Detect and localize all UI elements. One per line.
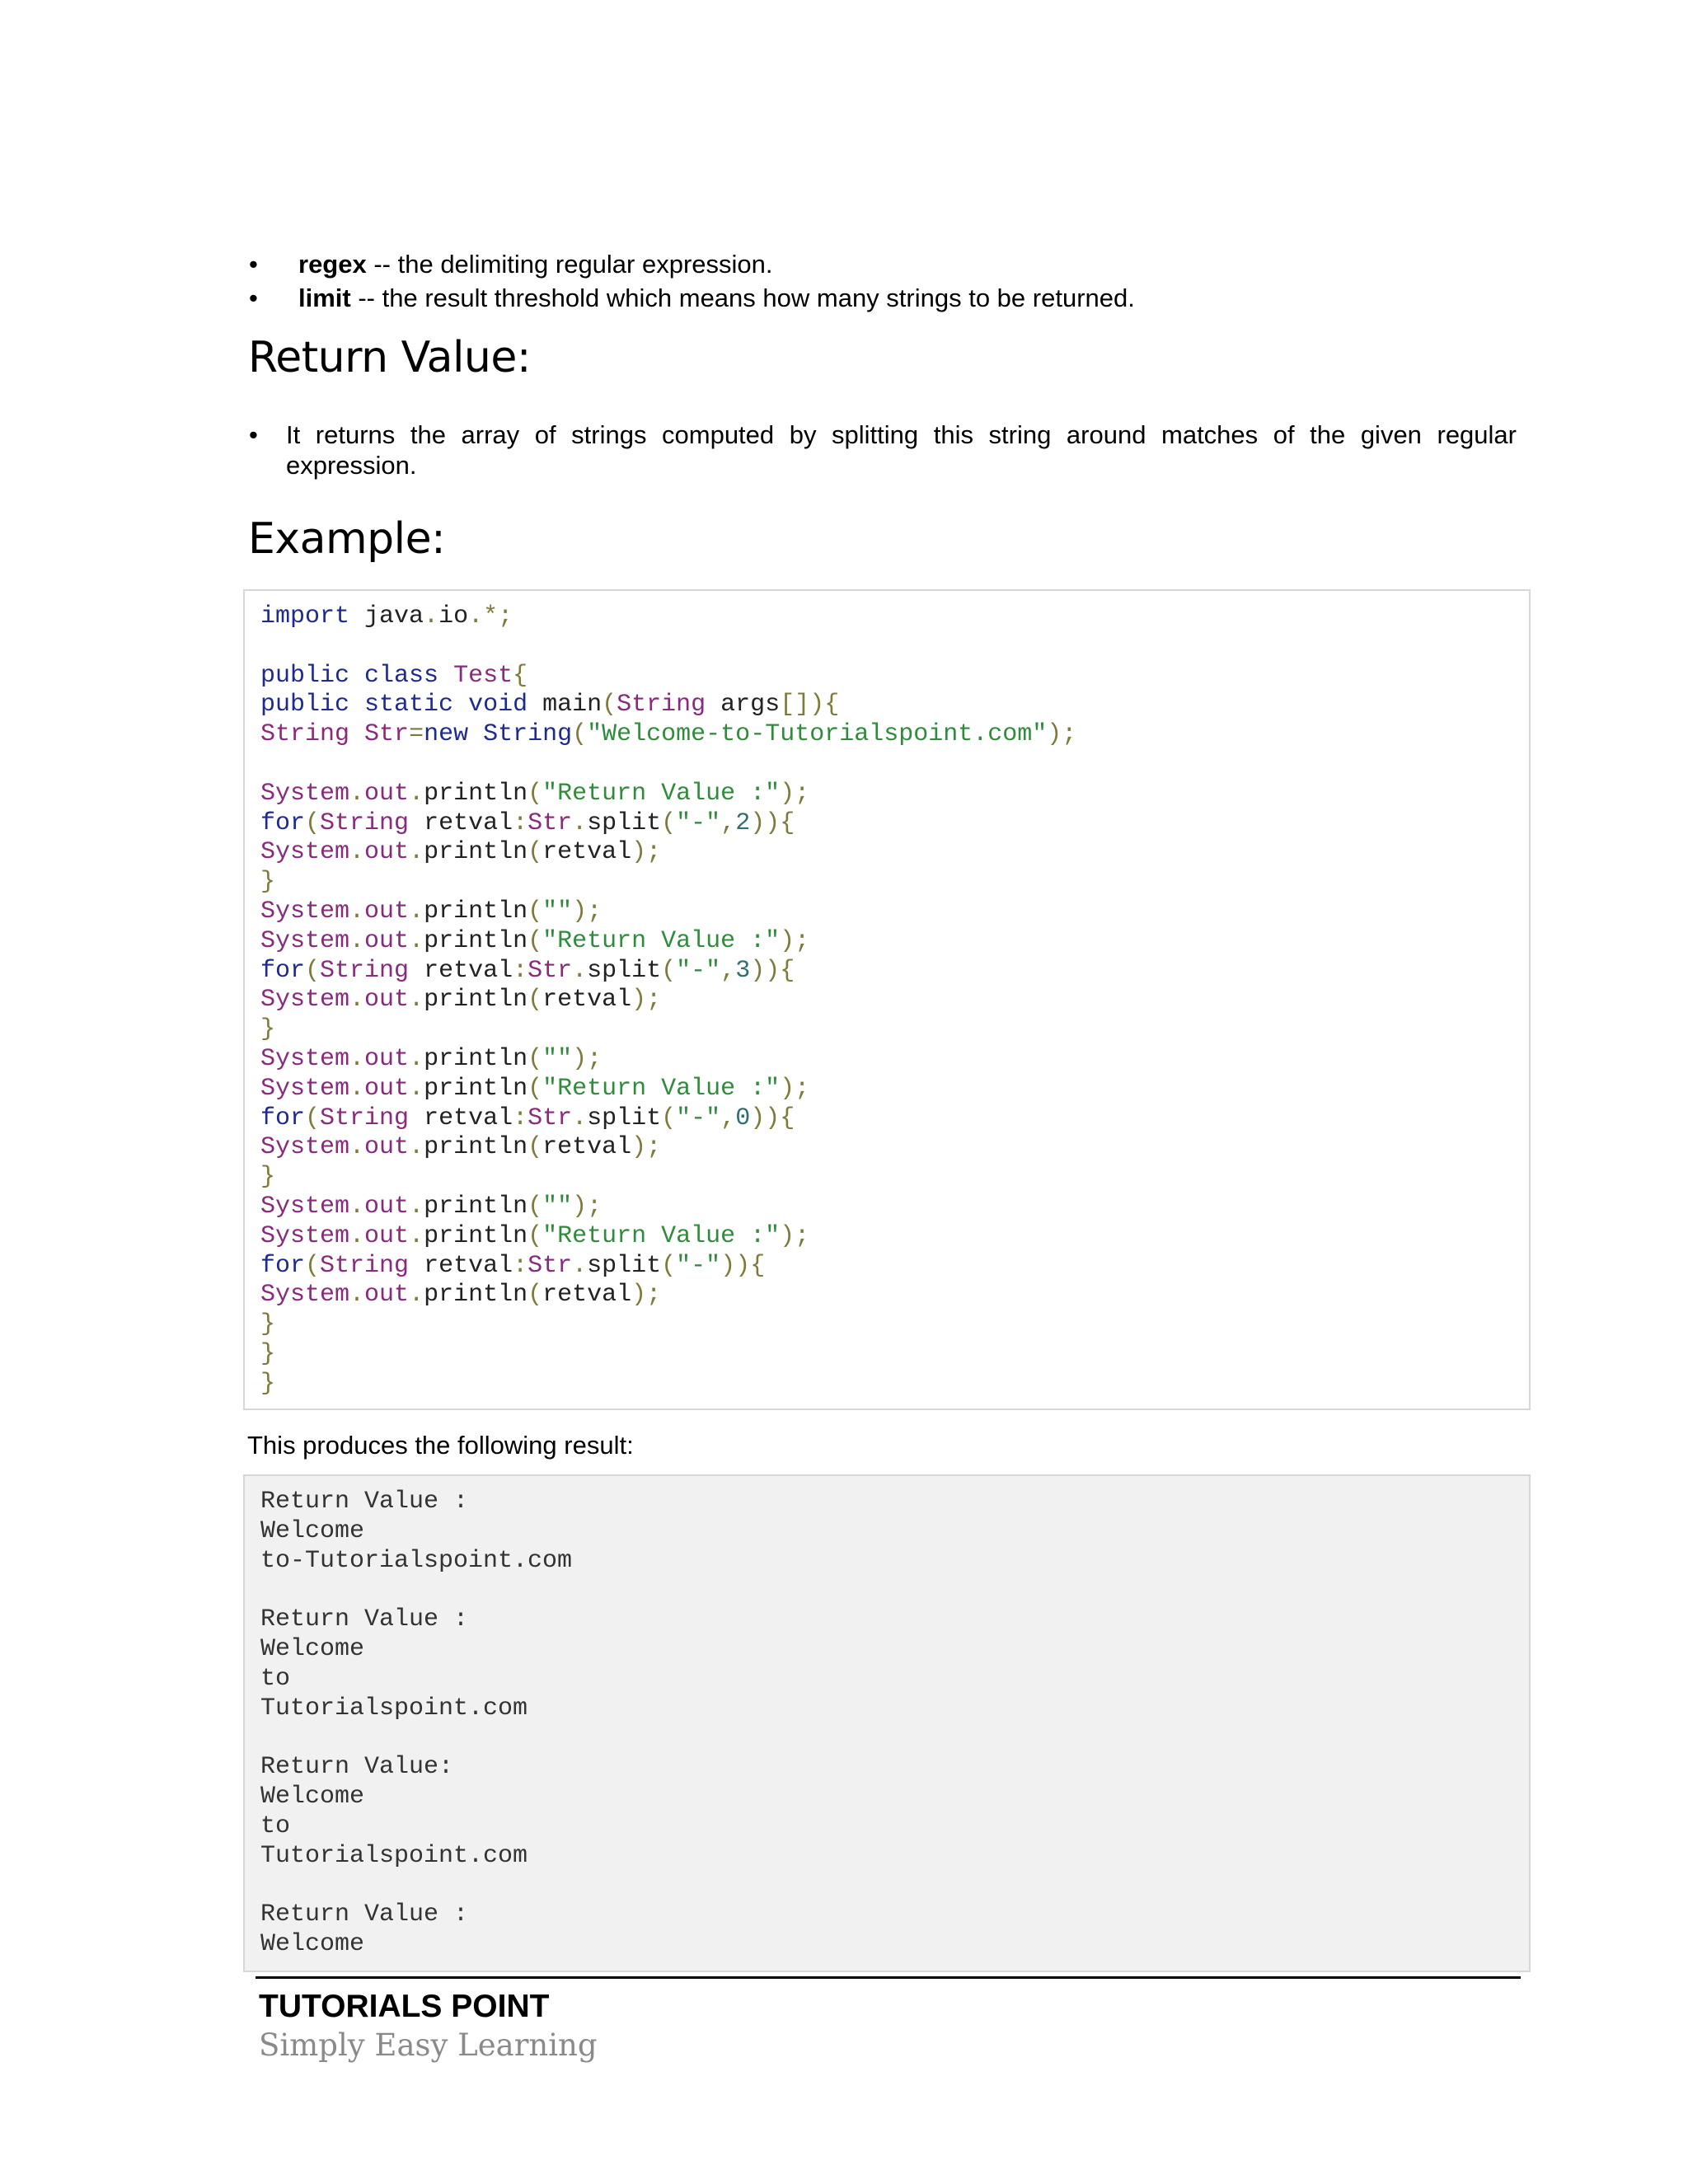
code-token: . (409, 838, 424, 867)
code-token: System (260, 838, 350, 867)
code-token: for (260, 1104, 306, 1132)
code-token: split (587, 808, 662, 837)
code-line (260, 1104, 1076, 1134)
code-token: "Return Value :" (542, 779, 781, 808)
code-line (260, 632, 1076, 662)
code-token: import (260, 602, 350, 630)
code-token: . (572, 956, 588, 985)
code-token: )){ (750, 956, 795, 985)
code-token: . (409, 1133, 424, 1162)
code-token: static (364, 691, 454, 719)
code-token: { (513, 661, 528, 690)
code-token: ( (661, 1251, 677, 1280)
code-token: String (320, 808, 410, 837)
code-token: . (349, 986, 365, 1015)
code-token (438, 662, 453, 690)
code-token: println (424, 1044, 528, 1073)
code-line (260, 1310, 1076, 1340)
footer-tagline: Simply Easy Learning (259, 2027, 598, 2063)
code-token: java (349, 602, 424, 630)
bullet-icon: • (249, 284, 258, 312)
code-token: ); (631, 1133, 662, 1162)
code-line (260, 602, 1076, 632)
code-token: out (364, 1192, 410, 1221)
code-token: ( (661, 1104, 677, 1132)
code-token: ( (305, 808, 321, 837)
code-token: )) (720, 1251, 751, 1280)
code-token: retval (409, 1104, 513, 1132)
code-line (260, 1045, 1076, 1075)
output-listing (260, 1488, 572, 1960)
code-token: out (364, 1133, 410, 1162)
code-token: ); (1047, 720, 1077, 749)
code-token: retval (542, 986, 632, 1015)
code-token: "-" (676, 956, 721, 985)
code-token: ( (305, 1104, 321, 1132)
code-token: System (260, 1221, 350, 1250)
code-token: ( (528, 779, 543, 808)
code-token: retval (409, 956, 513, 985)
code-line (260, 720, 1076, 750)
code-token: ( (528, 897, 543, 926)
code-token: } (260, 1369, 276, 1398)
code-token: . (349, 1192, 365, 1221)
parameter-item-limit (247, 281, 1533, 315)
code-token: : (513, 808, 528, 837)
code-token: . (424, 602, 439, 630)
code-token: ); (572, 1044, 603, 1073)
code-token: println (424, 897, 528, 926)
code-token: . (409, 1192, 424, 1221)
code-token: ( (528, 1221, 543, 1250)
output-line: Return Value : (260, 1900, 469, 1929)
output-block (243, 1474, 1531, 1972)
code-token: 3 (735, 956, 751, 985)
output-line: Welcome (260, 1929, 365, 1958)
code-token: 2 (735, 808, 751, 837)
code-line (260, 691, 1076, 720)
code-token: ( (572, 720, 588, 749)
code-token: , (720, 808, 736, 837)
code-token: . (409, 1044, 424, 1073)
code-token: ( (305, 956, 321, 985)
code-token: out (364, 1044, 410, 1073)
code-token: retval (542, 1281, 632, 1310)
code-token: ); (780, 926, 810, 955)
code-token: ( (661, 956, 677, 985)
output-line: to-Tutorialspoint.com (260, 1546, 573, 1575)
code-token: "Return Value :" (542, 1074, 781, 1103)
code-token: System (260, 1074, 350, 1103)
code-token: Str (364, 720, 410, 749)
code-token: ( (602, 691, 617, 719)
code-line (260, 1252, 1076, 1282)
code-token: Str (528, 956, 573, 985)
output-line (260, 1723, 572, 1753)
code-token: for (260, 808, 306, 837)
code-token: out (364, 838, 410, 867)
code-token: split (587, 1251, 662, 1280)
output-line (260, 1576, 572, 1605)
code-token (349, 691, 364, 719)
code-token: "-" (676, 1104, 721, 1132)
code-token: println (424, 1221, 528, 1250)
code-token: Str (528, 808, 573, 837)
code-token: for (260, 1251, 306, 1280)
code-token: . (409, 926, 424, 955)
code-line (260, 662, 1076, 691)
code-token (453, 691, 468, 719)
output-line: Tutorialspoint.com (260, 1841, 528, 1870)
output-line: to (260, 1664, 291, 1693)
code-token: . (349, 1044, 365, 1073)
code-token: . (409, 1074, 424, 1103)
code-token: String (320, 1104, 410, 1132)
code-token: ); (780, 1074, 810, 1103)
code-token: out (364, 926, 410, 955)
code-listing (260, 602, 1076, 1399)
code-line (260, 1281, 1076, 1310)
output-line: Return Value: (260, 1753, 454, 1782)
code-line (260, 1075, 1076, 1104)
code-token: : (513, 956, 528, 985)
code-line (260, 1193, 1076, 1222)
code-token: println (424, 986, 528, 1015)
code-token: . (349, 897, 365, 926)
code-token: split (587, 956, 662, 985)
code-token: println (424, 838, 528, 867)
code-token: System (260, 926, 350, 955)
code-token: ( (305, 1251, 321, 1280)
output-line: Welcome (260, 1634, 365, 1663)
code-token: : (513, 1251, 528, 1280)
code-token: . (572, 1104, 588, 1132)
bullet-icon: • (249, 250, 258, 279)
code-token: retval (542, 1133, 632, 1162)
code-block (243, 589, 1531, 1410)
code-line (260, 1222, 1076, 1252)
code-token: . (572, 808, 588, 837)
code-token: "" (542, 1044, 573, 1073)
output-line (260, 1871, 572, 1900)
code-token (349, 662, 364, 690)
output-line: Welcome (260, 1782, 365, 1811)
result-intro-text: This produces the following result: (247, 1431, 634, 1460)
return-value-heading: Return Value: (248, 333, 531, 382)
code-token: System (260, 897, 350, 926)
code-line (260, 957, 1076, 987)
code-token: ( (528, 1044, 543, 1073)
code-token: public (260, 661, 350, 690)
code-token: public (260, 691, 350, 719)
output-line: to (260, 1811, 291, 1840)
code-token: ( (528, 986, 543, 1015)
code-token: String (617, 691, 706, 719)
code-token: main (528, 691, 603, 719)
code-token: "Welcome-to-Tutorialspoint.com" (587, 720, 1048, 749)
code-token: retval (409, 808, 513, 837)
code-token: System (260, 1192, 350, 1221)
code-token: println (424, 1281, 528, 1310)
code-token: retval (542, 838, 632, 867)
code-line (260, 1015, 1076, 1045)
code-token: Str (528, 1251, 573, 1280)
code-token: retval (409, 1251, 513, 1280)
code-token: . (409, 779, 424, 808)
code-token: "-" (676, 808, 721, 837)
code-token: . (409, 897, 424, 926)
code-token: ( (528, 926, 543, 955)
code-token: . (349, 779, 365, 808)
code-token: System (260, 1133, 350, 1162)
code-line (260, 809, 1076, 839)
code-token: System (260, 1044, 350, 1073)
footer-divider (256, 1976, 1521, 1979)
code-line (260, 986, 1076, 1015)
code-token: . (349, 1074, 365, 1103)
code-token: println (424, 1074, 528, 1103)
code-line (260, 750, 1076, 780)
code-token: []){ (780, 691, 840, 719)
code-token: ); (780, 779, 810, 808)
code-token: void (468, 691, 528, 719)
code-token: . (349, 926, 365, 955)
code-token: ( (528, 1074, 543, 1103)
code-token: . (349, 838, 365, 867)
code-token: . (409, 1221, 424, 1250)
code-token: "" (542, 897, 573, 926)
code-token: "Return Value :" (542, 1221, 781, 1250)
code-line (260, 838, 1076, 868)
code-token: = (409, 720, 424, 749)
parameter-item-regex (247, 247, 1533, 281)
code-token: out (364, 1074, 410, 1103)
code-token: ( (528, 1192, 543, 1221)
code-token: class (364, 661, 439, 690)
output-line: Return Value : (260, 1605, 469, 1634)
code-token: String (483, 720, 573, 749)
code-token: new (424, 720, 469, 749)
parameter-name: regex (298, 250, 367, 279)
code-line (260, 1163, 1076, 1193)
code-token: out (364, 779, 410, 808)
code-token (468, 720, 483, 748)
bullet-icon: • (249, 420, 258, 449)
code-token: Str (528, 1104, 573, 1132)
code-line (260, 927, 1076, 957)
code-token: . (409, 986, 424, 1015)
output-line: Welcome (260, 1516, 365, 1545)
parameter-description: -- the delimiting regular expression. (366, 250, 773, 279)
code-token: , (720, 956, 736, 985)
code-token: } (260, 1163, 276, 1192)
code-token: ); (572, 1192, 603, 1221)
code-token (349, 720, 364, 748)
code-line (260, 1340, 1076, 1370)
code-token: io (438, 602, 469, 630)
code-token: ); (631, 838, 662, 867)
code-token: ( (528, 838, 543, 867)
code-token: 0 (735, 1104, 751, 1132)
code-token: . (349, 1133, 365, 1162)
code-token: : (513, 1104, 528, 1132)
code-token: out (364, 1281, 410, 1310)
code-token: println (424, 926, 528, 955)
code-line (260, 868, 1076, 898)
code-token: println (424, 1192, 528, 1221)
return-value-list (247, 419, 1517, 480)
code-token: String (320, 956, 410, 985)
code-token: out (364, 1221, 410, 1250)
code-token: "" (542, 1192, 573, 1221)
code-token: } (260, 1310, 276, 1339)
code-line (260, 1370, 1076, 1399)
code-token: ); (780, 1221, 810, 1250)
footer-brand: TUTORIALS POINT (259, 1989, 550, 2024)
code-token: for (260, 956, 306, 985)
code-token: )){ (750, 1104, 795, 1132)
code-token: System (260, 986, 350, 1015)
code-token: split (587, 1104, 662, 1132)
code-token: ( (661, 808, 677, 837)
code-token: . (409, 1281, 424, 1310)
code-token: )){ (750, 808, 795, 837)
output-line: Return Value : (260, 1488, 469, 1516)
output-line: Tutorialspoint.com (260, 1694, 528, 1722)
code-line (260, 1133, 1076, 1163)
parameter-description: -- the result threshold which means how many strings to be returned. (350, 284, 1135, 312)
code-token: println (424, 1133, 528, 1162)
code-token: . (572, 1251, 588, 1280)
code-token: ( (528, 1281, 543, 1310)
code-token: { (750, 1251, 766, 1280)
code-token: ( (528, 1133, 543, 1162)
code-token: "Return Value :" (542, 926, 781, 955)
code-token: System (260, 779, 350, 808)
code-token: ); (572, 897, 603, 926)
code-token: String (260, 720, 350, 749)
code-token: ); (631, 1281, 662, 1310)
code-token: , (720, 1104, 736, 1132)
code-token: out (364, 897, 410, 926)
code-token: } (260, 868, 276, 897)
parameter-name: limit (298, 284, 351, 312)
code-token: args (706, 691, 781, 719)
code-token: ); (631, 986, 662, 1015)
code-token: .*; (468, 602, 513, 630)
code-token: . (349, 1221, 365, 1250)
code-token: System (260, 1281, 350, 1310)
code-token: "-" (676, 1251, 721, 1280)
code-token: println (424, 779, 528, 808)
parameter-list (247, 247, 1533, 315)
code-token: . (349, 1281, 365, 1310)
code-token: } (260, 1339, 276, 1368)
code-token: out (364, 986, 410, 1015)
code-token: String (320, 1251, 410, 1280)
code-token: Test (453, 661, 513, 690)
return-value-text: It returns the array of strings computed by splitting this string around matches of the given regular expression. (286, 420, 1517, 480)
example-heading: Example: (248, 514, 446, 564)
code-token: } (260, 1015, 276, 1044)
code-line (260, 780, 1076, 809)
return-value-item (247, 419, 1517, 480)
code-line (260, 898, 1076, 927)
